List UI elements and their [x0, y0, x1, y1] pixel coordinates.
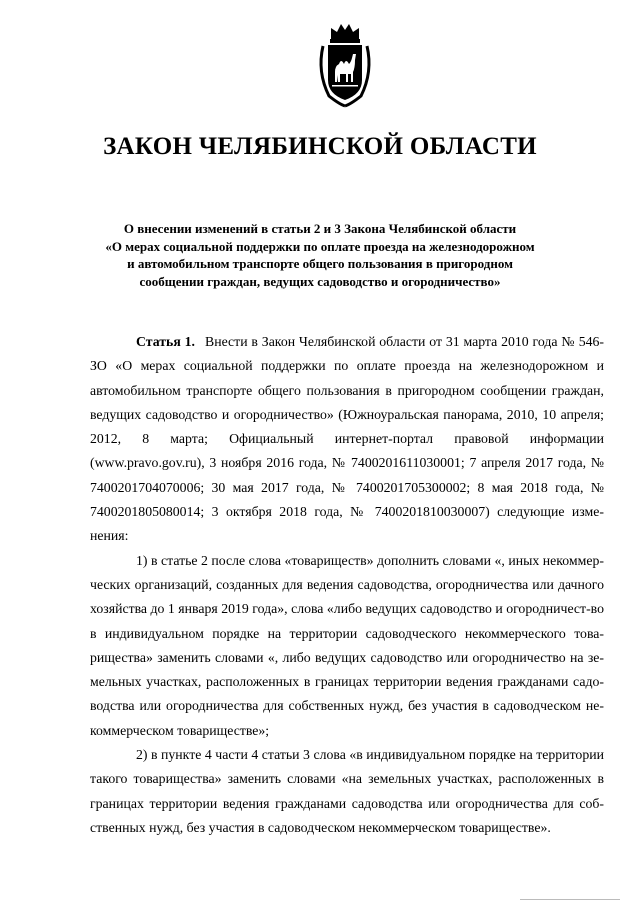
- article-1-text: Внести в Закон Челябинской области от 31 марта 2010 года № 546-ЗО «О мерах социальной поддержки по оплате проезда на железнодорожном и автомобильном транспорте общего пользования в пригородном сообщении граждан, ведущих садоводство и огородничество» (Южноуральская панорама, 2010, 10 апреля; 2012, 8 марта; Официальный интернет-портал правовой информации (www.pravo.gov.ru), 3 ноября 2016 года, № 7400201611030001; 7 апреля 2017 года, № 7400201704070006; 30 мая 2017 года, № 7400201705300002; 8 мая 2018 года, № 7400201805080014; 3 октября 2018 года, № 7400201810030007) следующие изме-нения:: [90, 334, 604, 544]
- subtitle-line: «О мерах социальной поддержки по оплате проезда на железнодорожном: [105, 238, 535, 254]
- document-title: ЗАКОН ЧЕЛЯБИНСКОЙ ОБЛАСТИ: [103, 133, 537, 160]
- chelyabinsk-coat-of-arms-icon: [315, 22, 375, 108]
- subtitle-line: О внесении изменений в статьи 2 и 3 Закона Челябинской области: [123, 221, 517, 236]
- subtitle-line: сообщении граждан, ведущих садоводство и огородничество»: [139, 273, 501, 289]
- page-edge-line: [520, 899, 620, 900]
- amendment-item-2: 2) в пункте 4 части 4 статьи 3 слова «в индивидуальном порядке на территории такого товарищества» заменить словами «на земельных участках, расположенных в границах территории ведения гражданами садоводства или огородничества для соб-ственных нужд, без участия в садоводческом некоммерческом товариществе».: [90, 747, 604, 835]
- document-body: [90, 330, 604, 840]
- document-subtitle: [60, 220, 580, 290]
- article-1: [90, 330, 604, 549]
- subtitle-line: и автомобильном транспорте общего пользования в пригородном: [127, 256, 513, 271]
- amendment-item-1: 1) в статье 2 после слова «товариществ» дополнить словами «, иных некоммер-ческих организаций, созданных для ведения садоводства, огородничества или дачного хозяйства до 1 января 2019 года», слова «либо ведущих садоводство и огородничест-во в индивидуальном порядке на территории садоводческого некоммерческого това-рищества» заменить словами «, либо ведущих садоводство или огородничество на зе-мельных участках, расположенных в границах территории ведения гражданами садо-водства или огородничества для собственных нужд, без участия в садоводческом не-коммерческом товариществе»;: [90, 552, 604, 738]
- article-1-label: Статья 1.: [136, 334, 195, 349]
